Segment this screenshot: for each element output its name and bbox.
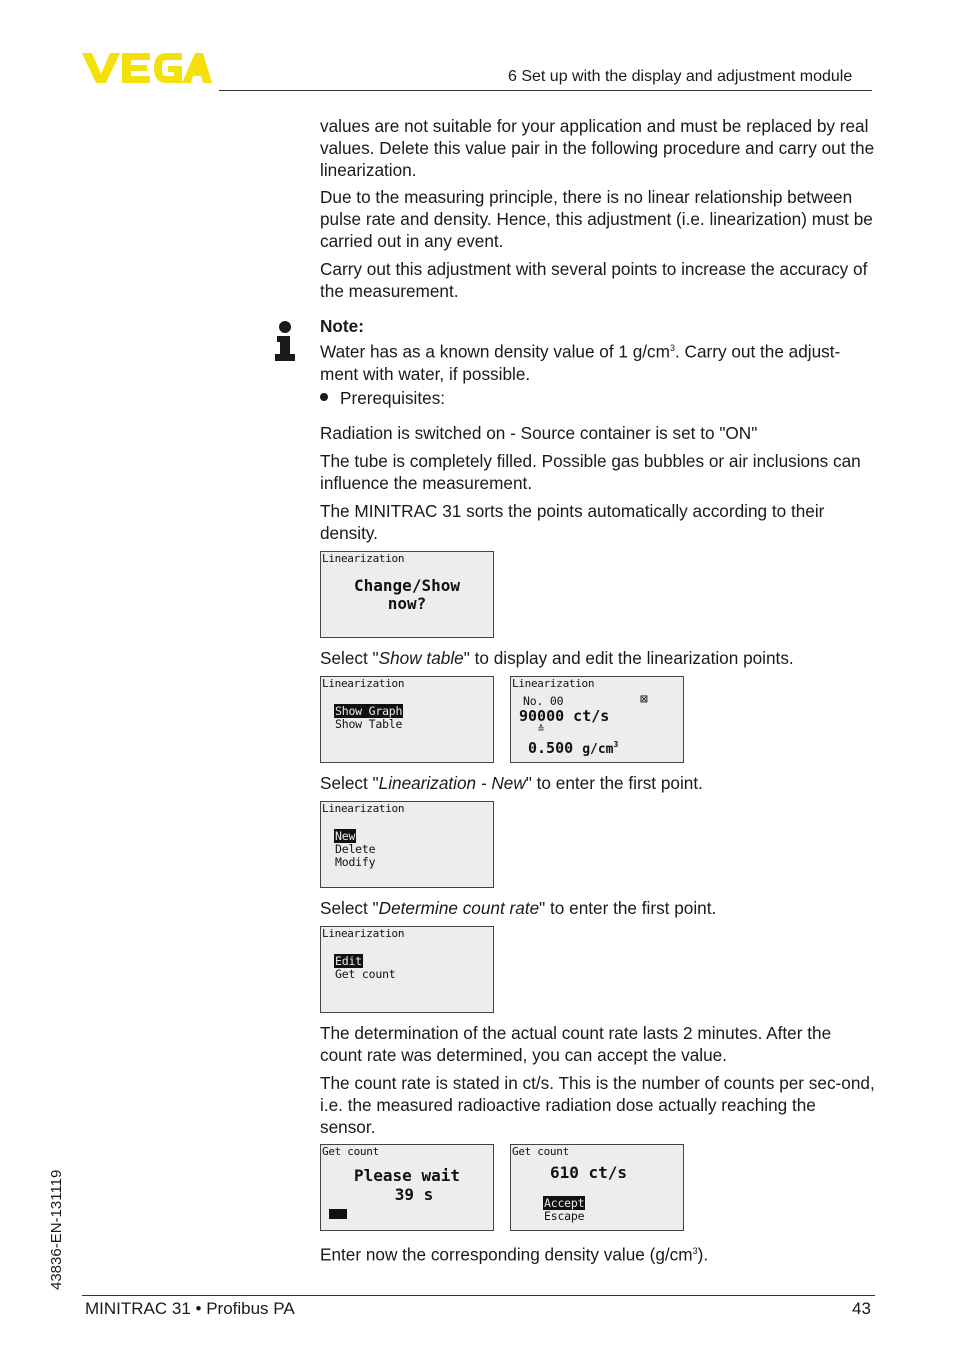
screen-title: Linearization — [322, 802, 405, 815]
instruction: Select "Linearization - New" to enter the first point. — [320, 773, 703, 793]
paragraph: The count rate is stated in ct/s. This is the number of counts per sec-ond, i.e. the measured radioactive radiation dose actually reaching the sensor. — [320, 1073, 875, 1137]
page-number: 43 — [852, 1299, 871, 1318]
display-screen-new-delete — [320, 801, 494, 888]
footer-rule — [82, 1295, 875, 1296]
screen-line: now? — [387, 594, 427, 613]
menu-option: Delete — [335, 842, 376, 856]
paragraph: Carry out this adjustment with several points to increase the accuracy of the measurement. — [320, 259, 868, 301]
info-icon — [274, 320, 296, 362]
paragraph: The determination of the actual count rate lasts 2 minutes. After the count rate was determined, you can accept the value. — [320, 1023, 832, 1065]
bullet-icon — [320, 393, 328, 401]
vega-logo — [82, 52, 212, 84]
section-header: 6 Set up with the display and adjustment module — [508, 68, 853, 85]
point-number: No. 00 — [523, 694, 564, 708]
screen-title: Linearization — [322, 677, 405, 690]
footer-product: MINITRAC 31 • Profibus PA — [85, 1299, 295, 1318]
menu-option: Get count — [335, 967, 396, 981]
list-item: Prerequisites: — [320, 387, 876, 409]
paragraph: values are not suitable for your application and must be replaced by real values. Delete this value pair in the following procedure and carry out the linearization. — [320, 116, 875, 180]
menu-option-selected: Edit — [335, 954, 362, 968]
screen-line: Change/Show — [354, 576, 460, 595]
menu-option-selected: Accept — [544, 1196, 585, 1210]
screen-title: Get count — [512, 1145, 569, 1158]
paragraph: Radiation is switched on - Source container is set to "ON" — [320, 423, 758, 443]
density-value: 0.500 $g/cm^3$ — [528, 739, 619, 757]
menu-option: Modify — [335, 855, 376, 869]
menu-option: Show Table — [335, 717, 403, 731]
paragraph: The tube is completely filled. Possible gas bubbles or air inclusions can influence the measurement. — [320, 451, 861, 493]
screen-line: Please wait — [354, 1166, 460, 1185]
instruction: Select "Determine count rate" to enter the first point. — [320, 898, 717, 918]
checkbox-icon: ⊠ — [640, 692, 648, 707]
screen-title: Get count — [322, 1145, 379, 1158]
menu-option-selected: Show Graph — [335, 704, 403, 718]
progress-bar — [329, 1209, 347, 1219]
paragraph: Enter now the corresponding density value $(g/cm^3)$. — [320, 1244, 709, 1265]
paragraph: Due to the measuring principle, there is no linear relationship between pulse rate and density. Hence, this adjustment (i.e. linearization) must be carried out in any event. — [320, 187, 873, 251]
instruction: Select "Show table" to display and edit the linearization points. — [320, 648, 794, 668]
note-text: Water has as a known density value of 1 $g/cm^3$. Carry out the adjust-ment with water, if possible. — [320, 341, 841, 384]
display-screen-please-wait — [320, 1144, 494, 1231]
equivalent-icon: ≙ — [538, 724, 544, 735]
document-code: 43836-EN-131119 — [48, 1169, 65, 1290]
count-value: 90000 ct/s — [519, 707, 610, 725]
header-rule — [219, 90, 872, 91]
menu-option: Escape — [544, 1209, 585, 1223]
count-value: 610 ct/s — [550, 1163, 628, 1182]
screen-title: Linearization — [512, 677, 595, 690]
screen-title: Linearization — [322, 552, 405, 565]
menu-option-selected: New — [335, 829, 356, 843]
screen-title: Linearization — [322, 927, 405, 940]
display-screen-show-menu — [320, 676, 494, 763]
display-screen-edit-getcount — [320, 926, 494, 1013]
note-title: Note: — [320, 316, 364, 336]
display-screen-change-show — [320, 551, 494, 638]
display-screen-count-result — [510, 1144, 684, 1231]
display-screen-table — [510, 676, 684, 763]
screen-line: 39 s — [394, 1185, 434, 1204]
paragraph: The MINITRAC 31 sorts the points automatically according to their density. — [320, 501, 825, 543]
